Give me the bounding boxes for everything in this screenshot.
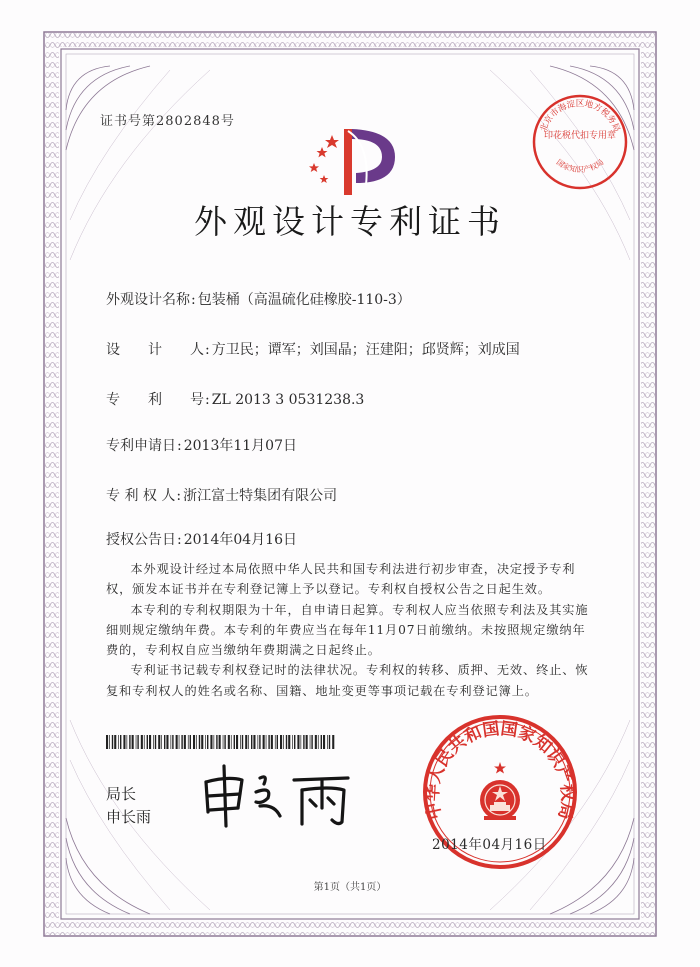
designers-value: 方卫民；谭军；刘国晶；汪建阳；邱贤辉；刘成国: [211, 342, 520, 358]
barcode: [106, 735, 336, 749]
colon: :: [177, 532, 182, 548]
grant-date-field: [106, 529, 297, 549]
page-title: 外观设计专利证书: [194, 202, 506, 241]
colon: :: [191, 292, 196, 308]
tax-stamp-seal: [530, 92, 630, 192]
seal-small-ring-text: 北京市海淀区地方税务局: [538, 99, 622, 134]
design-name-field: [106, 289, 411, 309]
national-emblem-icon: [480, 780, 520, 820]
patent-number-value: ZL 2013 3 0531238.3: [211, 392, 365, 408]
designers-label: 设 计 人: [106, 342, 204, 358]
director-signature: [198, 760, 368, 830]
body-paragraph: 专利证书记载专利权登记时的法律状况。专利权的转移、质押、无效、终止、恢复和专利权人的姓名或名称、国籍、地址变更等事项记载在专利登记簿上。: [106, 663, 589, 698]
designers-field: [106, 339, 520, 359]
design-name-label: 外观设计名称: [106, 292, 190, 308]
seal-small-bottom-text: 国家知识产权局: [554, 157, 606, 175]
colon: :: [177, 438, 182, 454]
director-title: 局长: [106, 785, 137, 803]
body-paragraph: 本专利的专利权期限为十年，自申请日起算。专利权人应当依照专利法及其实施细则规定缴纳年费。本专利的年费应当在每年11月07日前缴纳。未按照规定缴纳年费的，专利权自应当缴纳年费期满之日起终止。: [106, 602, 589, 658]
seal-date: 2014年04月16日: [432, 837, 547, 853]
seal-small-inner-text: 印花税代扣专用章: [543, 131, 617, 141]
patent-number-field: [106, 389, 364, 409]
colon: :: [205, 342, 210, 358]
grant-date-label: 授权公告日: [106, 532, 176, 548]
patentee-value: 浙江富士特集团有限公司: [183, 488, 338, 504]
certificate-number: 证书号第2802848号: [100, 114, 235, 129]
certificate-body: [106, 559, 598, 701]
colon: :: [176, 488, 182, 504]
colon: :: [205, 392, 210, 408]
grant-date-value: 2014年04月16日: [183, 532, 297, 548]
body-paragraph: 本外观设计经过本局依照中华人民共和国专利法进行初步审查，决定授予专利权，颁发本证书并在专利登记簿上予以登记。专利权自授权公告之日起生效。: [106, 562, 576, 597]
page-footer: 第1页（共1页）: [313, 882, 387, 893]
patentee-label: 专 利 权 人: [106, 488, 176, 504]
patent-number-label: 专 利 号: [106, 392, 204, 408]
filing-date-field: [106, 435, 297, 455]
design-name-value: 包装桶（高温硫化硅橡胶-110-3）: [197, 292, 411, 308]
director-name: 申长雨: [106, 808, 152, 826]
filing-date-label: 专利申请日: [106, 438, 176, 454]
filing-date-value: 2013年11月07日: [183, 438, 297, 454]
patent-office-logo-icon: [300, 125, 410, 200]
patentee-field: [106, 485, 337, 505]
official-seal-ring-text: 中华人民共和国国家知识产权局: [422, 718, 578, 822]
